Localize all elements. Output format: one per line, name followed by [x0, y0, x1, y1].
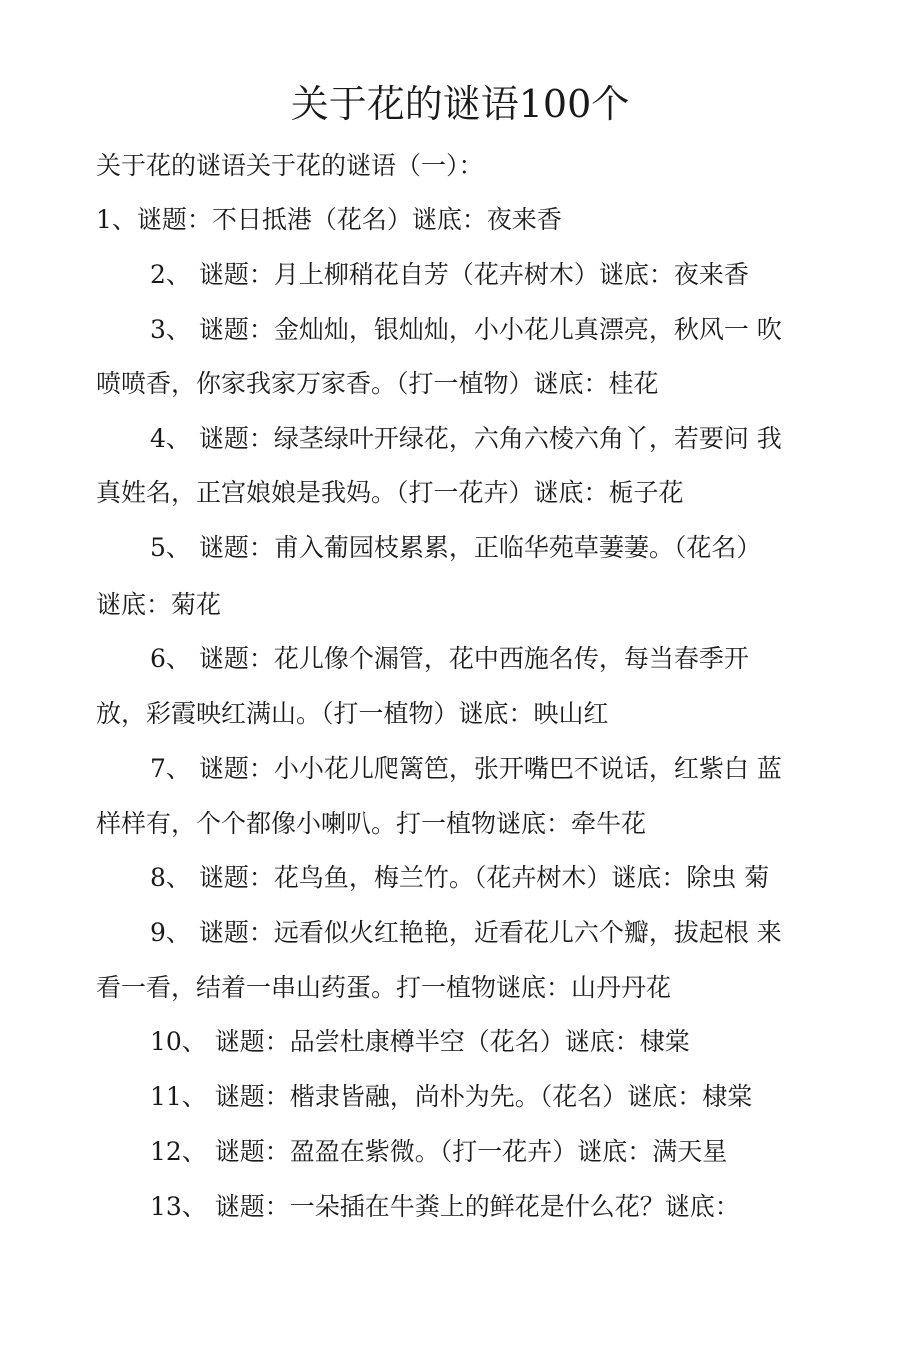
riddle-10: 10、 谜题：品尝杜康樽半空（花名）谜底：棣棠 — [150, 1027, 690, 1056]
riddle-11: 11、 谜题：楷隶皆融，尚朴为先。（花名）谜底：棣棠 — [150, 1082, 753, 1111]
riddle-7-line-1: 7、 谜题：小小花儿爬篱笆，张开嘴巴不说话，红紫白 蓝 — [150, 754, 782, 783]
riddle-3-line-2: 喷喷香，你家我家万家香。（打一植物）谜底：桂花 — [96, 369, 659, 398]
riddle-8: 8、 谜题：花鸟鱼，梅兰竹。（花卉树木）谜底：除虫 菊 — [150, 863, 770, 892]
riddle-4-line-1: 4、 谜题：绿茎绿叶开绿花，六角六棱六角丫，若要问 我 — [150, 424, 782, 453]
riddle-3-line-1: 3、 谜题：金灿灿，银灿灿，小小花儿真漂亮，秋风一 吹 — [150, 315, 782, 344]
subtitle: 关于花的谜语关于花的谜语（一）： — [96, 151, 484, 180]
riddle-6-line-1: 6、 谜题：花儿像个漏管，花中西施名传，每当春季开 — [150, 644, 749, 673]
document-title: 关于花的谜语100个 — [290, 82, 630, 126]
riddle-6-line-2: 放，彩霞映红满山。（打一植物）谜底：映山红 — [96, 699, 609, 728]
riddle-1: 1、谜题：不日抵港（花名）谜底：夜来香 — [96, 205, 562, 234]
riddle-13: 13、 谜题：一朵插在牛粪上的鲜花是什么花？谜底： — [150, 1192, 740, 1221]
riddle-4-line-2: 真姓名，正宫娘娘是我妈。（打一花卉）谜底：栀子花 — [96, 478, 684, 507]
riddle-9-line-1: 9、 谜题：远看似火红艳艳，近看花儿六个瓣，拔起根 来 — [150, 918, 782, 947]
riddle-5-line-2: 谜底：菊花 — [96, 590, 222, 619]
riddle-5-line-1: 5、 谜题：甫入葡园枝累累，正临华苑草萋萋。（花名） — [150, 533, 762, 562]
riddle-7-line-2: 样样有，个个都像小喇叭。打一植物谜底：牵牛花 — [96, 809, 647, 838]
riddle-9-line-2: 看一看，结着一串山药蛋。打一植物谜底：山丹丹花 — [96, 973, 672, 1002]
riddle-2: 2、 谜题：月上柳稍花自芳（花卉树木）谜底：夜来香 — [150, 260, 749, 289]
riddle-12: 12、 谜题：盈盈在紫微。（打一花卉）谜底：满天星 — [150, 1137, 728, 1166]
